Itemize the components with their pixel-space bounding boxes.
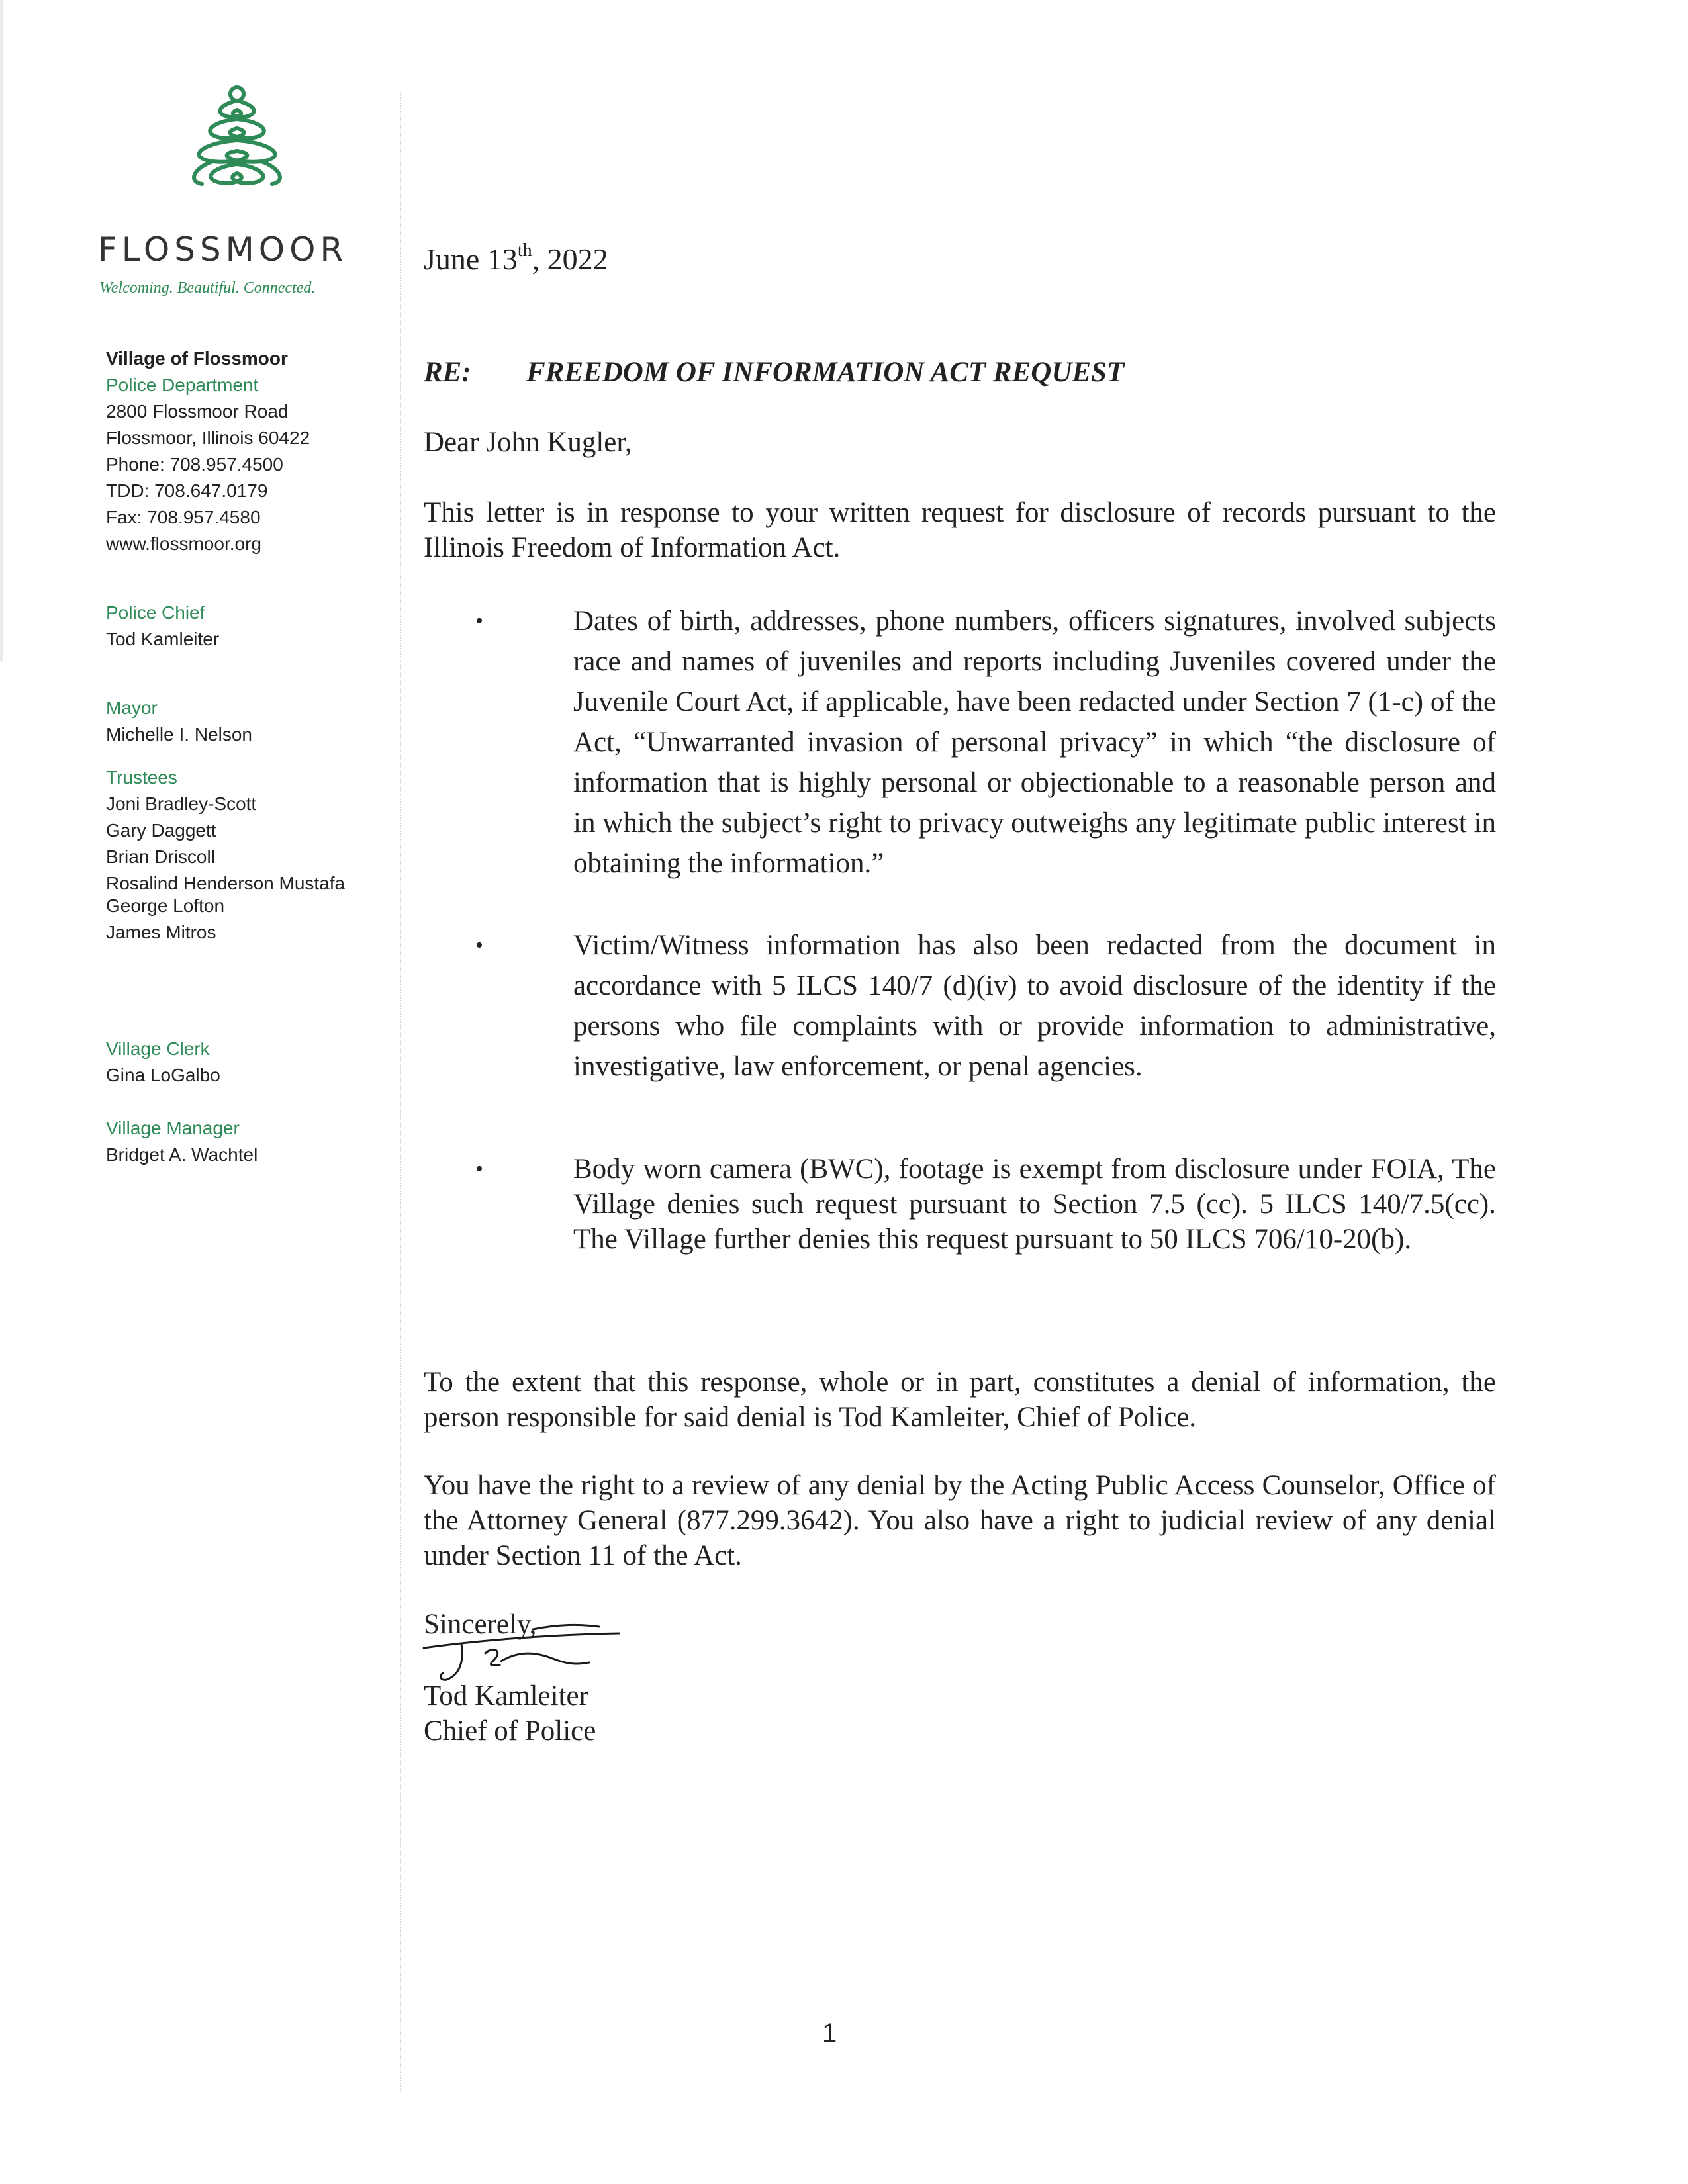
manager-label: Village Manager [106, 1118, 240, 1138]
trustees-label: Trustees [106, 767, 177, 788]
date-month-day: June 13 [424, 242, 518, 276]
trustee-item: James Mitros [106, 922, 216, 942]
bullet-marker: • [475, 933, 483, 958]
letterhead-sidebar [0, 0, 391, 2184]
signer-name: Tod Kamleiter [424, 1680, 588, 1711]
trustees-block [106, 764, 345, 946]
re-subject: FREEDOM OF INFORMATION ACT REQUEST [526, 357, 1125, 388]
trustee-item: George Lofton [106, 895, 225, 916]
trustee-item: Brian Driscoll [106, 846, 215, 867]
letter-date [424, 242, 608, 277]
website: www.flossmoor.org [106, 533, 261, 554]
fax-number: Fax: 708.957.4580 [106, 507, 261, 527]
salutation: Dear John Kugler, [424, 427, 632, 458]
bullet-text: Body worn camera (BWC), footage is exempt from disclosure under FOIA, The Village denies such request pursuant to Section 7.5 (cc). 5 ILCS 140/7.5(cc). The Village further denies this request pursuant to 50 ILCS 706/10-20(b). [573, 1154, 1496, 1255]
mayor-label: Mayor [106, 698, 158, 718]
manager-name: Bridget A. Wachtel [106, 1144, 258, 1165]
manager-block [106, 1115, 258, 1168]
bullet-marker: • [475, 609, 483, 633]
denial-paragraph: To the extent that this response, whole or in part, constitutes a denial of information, the person responsible for said denial is Tod Kamleiter, Chief of Police. [424, 1367, 1496, 1433]
village-logo [98, 85, 376, 310]
trustee-item: Gary Daggett [106, 820, 216, 841]
sidebar-divider [400, 93, 401, 2091]
bullet-marker: • [475, 1157, 483, 1181]
mayor-block [106, 695, 252, 748]
phone-number: Phone: 708.957.4500 [106, 454, 283, 475]
police-chief-name: Tod Kamleiter [106, 629, 220, 649]
subject-line [424, 356, 1124, 388]
re-label: RE: [424, 357, 471, 388]
date-year: , 2022 [532, 242, 608, 276]
mayor-name: Michelle I. Nelson [106, 724, 252, 745]
org-name: Village of Flossmoor [106, 348, 288, 369]
closing: Sincerely, [424, 1609, 537, 1640]
logo-tagline: Welcoming. Beautiful. Connected. [99, 279, 316, 296]
department-name: Police Department [106, 375, 259, 395]
police-chief-block [106, 600, 219, 653]
page-number: 1 [822, 2019, 837, 2048]
address-line-2: Flossmoor, Illinois 60422 [106, 428, 310, 448]
trustee-item: Joni Bradley-Scott [106, 794, 257, 814]
clerk-label: Village Clerk [106, 1038, 210, 1059]
tdd-number: TDD: 708.647.0179 [106, 480, 268, 501]
clerk-block [106, 1036, 220, 1089]
address-line-1: 2800 Flossmoor Road [106, 401, 289, 422]
date-suffix: th [517, 240, 532, 261]
trustee-item: Rosalind Henderson Mustafa [106, 873, 346, 893]
clerk-name: Gina LoGalbo [106, 1065, 220, 1085]
intro-paragraph: This letter is in response to your written request for disclosure of records pursuant to the Illinois Freedom of Information Act. [424, 497, 1496, 563]
logo-wordmark: FLOSSMOOR [98, 230, 348, 269]
flossmoor-knot-icon [174, 85, 300, 191]
review-paragraph: You have the right to a review of any denial by the Acting Public Access Counselor, Office of the Attorney General (877.299.3642). You also have a right to judicial review of any denial under Section 11 of the Act. [424, 1470, 1496, 1571]
signer-title: Chief of Police [424, 1715, 596, 1747]
bullet-text: Victim/Witness information has also been redacted from the document in accordance with 5 ILCS 140/7 (d)(iv) to avoid disclosure of the identity if the persons who file complaints with or provide information to administrative, investigative, law enforcement, or penal agencies. [573, 930, 1496, 1082]
contact-block [106, 345, 310, 557]
bullet-text: Dates of birth, addresses, phone numbers, officers signatures, involved subjects race and names of juveniles and reports including Juveniles covered under the Juvenile Court Act, if applicable, have been redacted under Section 7 (1-c) of the Act, “Unwarranted invasion of personal privacy” in which “the disclosure of information that is highly personal or objectionable to a reasonable person and in which the subject’s right to privacy outweighs any legitimate public interest in obtaining the information.” [573, 606, 1496, 879]
police-chief-label: Police Chief [106, 602, 205, 623]
